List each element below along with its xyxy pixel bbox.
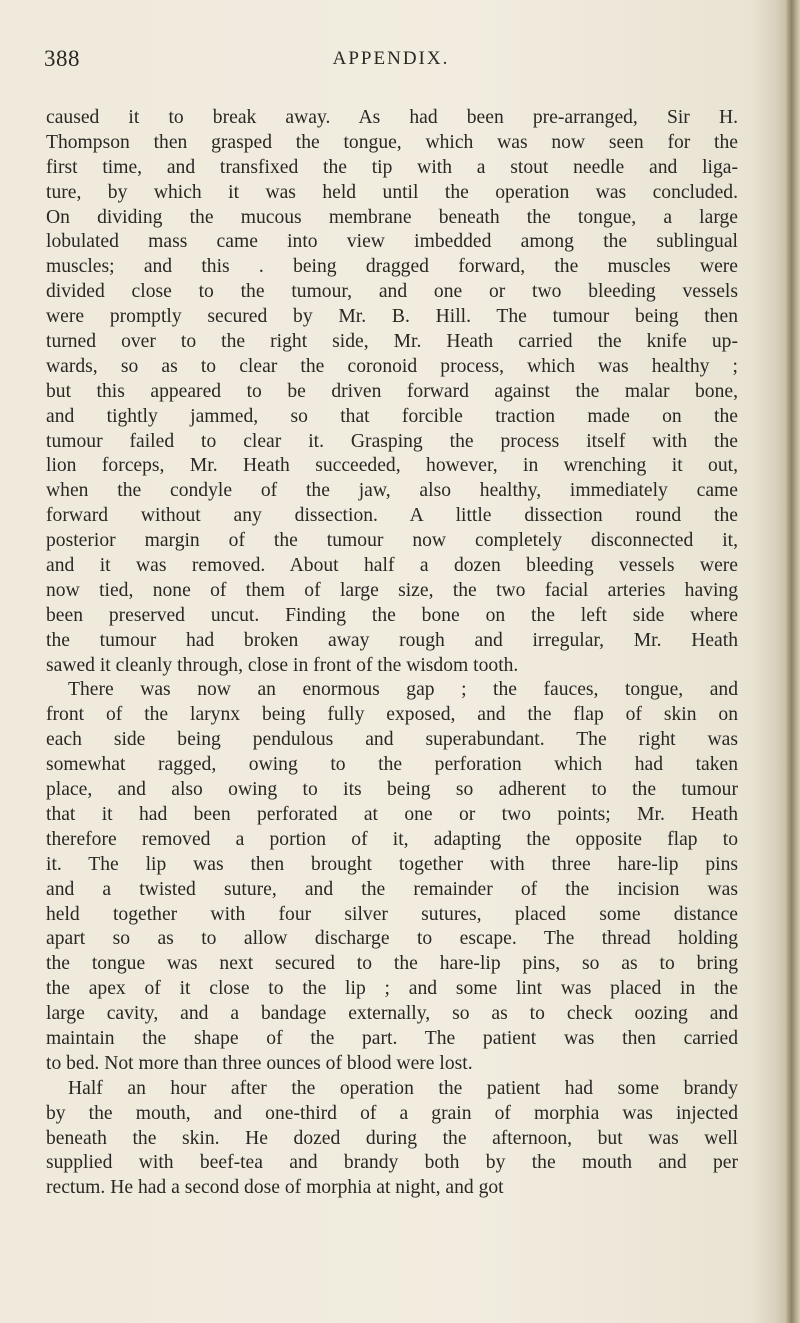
text-line: beneath the skin. He dozed during the afternoon, but was well — [46, 1127, 738, 1149]
text-line: turned over to the right side, Mr. Heath carried the knife up- — [46, 331, 738, 353]
text-line: and tightly jammed, so that forcible traction made on the — [46, 405, 738, 427]
text-line: divided close to the tumour, and one or two bleeding vessels — [46, 281, 738, 303]
text-line: muscles; and this . being dragged forward, the muscles were — [46, 256, 738, 278]
text-line: but this appeared to be driven forward against the malar bone, — [46, 380, 738, 402]
text-line: when the condyle of the jaw, also healthy, immediately came — [46, 480, 738, 502]
text-line: held together with four silver sutures, placed some distance — [46, 903, 738, 925]
text-line: and it was removed. About half a dozen bleeding vessels were — [46, 555, 738, 577]
page-header — [44, 46, 738, 76]
page-number: 388 — [44, 46, 80, 71]
text-line: posterior margin of the tumour now completely disconnected it, — [46, 530, 738, 552]
text-line: therefore removed a portion of it, adapting the opposite flap to — [46, 828, 738, 850]
text-line: it. The lip was then brought together with three hare-lip pins — [46, 853, 738, 875]
text-line: lobulated mass came into view imbedded among the sublingual — [46, 231, 738, 253]
text-line: sawed it cleanly through, close in front of the wisdom tooth. — [46, 654, 519, 676]
text-line: maintain the shape of the part. The patient was then carried — [46, 1027, 738, 1049]
text-line: There was now an enormous gap ; the fauces, tongue, and — [68, 679, 738, 701]
text-line: the apex of it close to the lip ; and some lint was placed in the — [46, 978, 738, 1000]
text-line: Thompson then grasped the tongue, which was now seen for the — [46, 131, 738, 153]
text-line: that it had been perforated at one or two points; Mr. Heath — [46, 803, 738, 825]
text-line: ture, by which it was held until the operation was concluded. — [46, 181, 738, 203]
text-line: first time, and transfixed the tip with a stout needle and liga- — [46, 156, 738, 178]
text-line: somewhat ragged, owing to the perforation which had taken — [46, 754, 738, 776]
text-line: rectum. He had a second dose of morphia at night, and got — [46, 1177, 504, 1199]
text-line: and a twisted suture, and the remainder of the incision was — [46, 878, 738, 900]
text-line: caused it to break away. As had been pre-arranged, Sir H. — [46, 107, 738, 128]
text-line: lion forceps, Mr. Heath succeeded, however, in wrenching it out, — [46, 455, 738, 477]
text-line: apart so as to allow discharge to escape. The thread holding — [46, 928, 738, 950]
body-text — [46, 106, 738, 1201]
text-line: supplied with beef-tea and brandy both by the mouth and per — [46, 1152, 738, 1174]
text-line: wards, so as to clear the coronoid process, which was healthy ; — [46, 355, 738, 377]
text-line: front of the larynx being fully exposed, and the flap of skin on — [46, 704, 738, 726]
text-line: forward without any dissection. A little dissection round the — [46, 505, 738, 527]
text-line: tumour failed to clear it. Grasping the process itself with the — [46, 430, 738, 452]
text-line: the tongue was next secured to the hare-lip pins, so as to bring — [46, 953, 738, 975]
text-line: On dividing the mucous membrane beneath the tongue, a large — [46, 206, 738, 228]
text-line: were promptly secured by Mr. B. Hill. The tumour being then — [46, 306, 738, 328]
running-head: APPENDIX. — [332, 48, 450, 69]
page-edge-shadow — [786, 0, 800, 1323]
text-line: each side being pendulous and superabundant. The right was — [46, 729, 738, 751]
text-line: the tumour had broken away rough and irregular, Mr. Heath — [46, 629, 738, 651]
text-line: place, and also owing to its being so adherent to the tumour — [46, 779, 738, 801]
text-line: Half an hour after the operation the patient had some brandy — [68, 1077, 738, 1099]
text-line: by the mouth, and one-third of a grain of morphia was injected — [46, 1102, 738, 1124]
text-line: to bed. Not more than three ounces of blood were lost. — [46, 1052, 473, 1074]
text-line: large cavity, and a bandage externally, so as to check oozing and — [46, 1003, 738, 1025]
text-line: now tied, none of them of large size, the two facial arteries having — [46, 579, 738, 601]
text-line: been preserved uncut. Finding the bone on the left side where — [46, 604, 738, 626]
